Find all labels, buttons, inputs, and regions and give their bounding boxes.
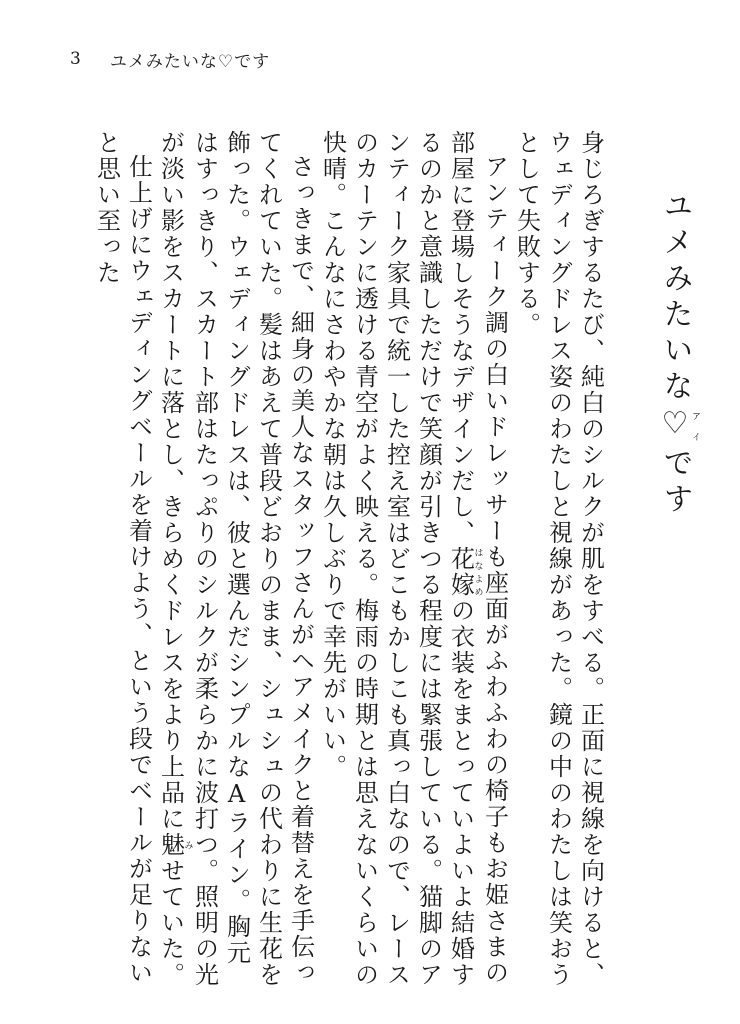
chapter-title-main: ユメみたいな <box>657 190 693 406</box>
heart-ruby: アイ <box>690 406 700 447</box>
page-header <box>70 44 270 74</box>
paragraph-text: 身じろぎするたび、純白のシルクが肌をすべる。正面に視線を向けると、ウェディングドレス姿のわたしと視線があった。鏡の中のわたしは笑おうとして失敗する。 <box>512 130 605 988</box>
ruby-reading: み <box>182 832 193 858</box>
running-title: ユメみたいな♡です <box>109 51 271 72</box>
paragraph-text: せていた。 <box>156 858 185 988</box>
vertical-text-page <box>91 130 701 990</box>
ruby-base: 魅 <box>156 832 185 858</box>
page-number: 3 <box>70 49 82 69</box>
paragraph-text: の衣装をまとっていよいよ結婚するのかと意識しただけで笑顔が引きつる程度には緊張している。猫脚のアンティーク家具で統一した控え室はどこもかしこも真っ白なので、レースのカーテンに透ける青空がよく映える。梅雨の時期とは思えないくらいの快晴。こんなにさわやかな朝は久しぶりで幸先がいい。 <box>318 130 475 988</box>
paragraph-3 <box>155 130 317 990</box>
paragraph-2 <box>317 130 511 990</box>
ruby-reading: はなよめ <box>472 546 483 598</box>
ruby-mi <box>156 832 193 858</box>
ruby-base: 花嫁 <box>446 546 475 598</box>
heart-glyph: ♡ <box>657 406 693 447</box>
paragraph-text: さっきまで、細身の美人なスタッフさんがヘアメイクと着替えを手伝ってくれていた。髪はあえて普段どおりのまま、シュシュの代わりに生花を飾った。ウェディングドレスは、彼と選んだシンプルなAライン。胸元はすっきり、スカート部はたっぷりのシルクが柔らかに波打つ。照明の光が淡い影をスカートに落とし、きらめくドレスをより上品に <box>156 130 315 988</box>
chapter-title-heart <box>657 406 700 447</box>
ruby-hanayome <box>446 546 483 598</box>
paragraph-4 <box>91 130 155 990</box>
paragraph-1 <box>511 130 607 990</box>
chapter-title <box>659 190 701 990</box>
paragraph-text: アンティーク調の白いドレッサーも座面がふわふわの椅子もお姫さまの部屋に登場しそうなデザインだし、 <box>446 130 509 986</box>
chapter-title-suffix: です <box>657 447 693 519</box>
paragraph-text: 仕上げにウェディングベールを着けよう、という段でベールが足りないと思い至った <box>92 130 153 986</box>
